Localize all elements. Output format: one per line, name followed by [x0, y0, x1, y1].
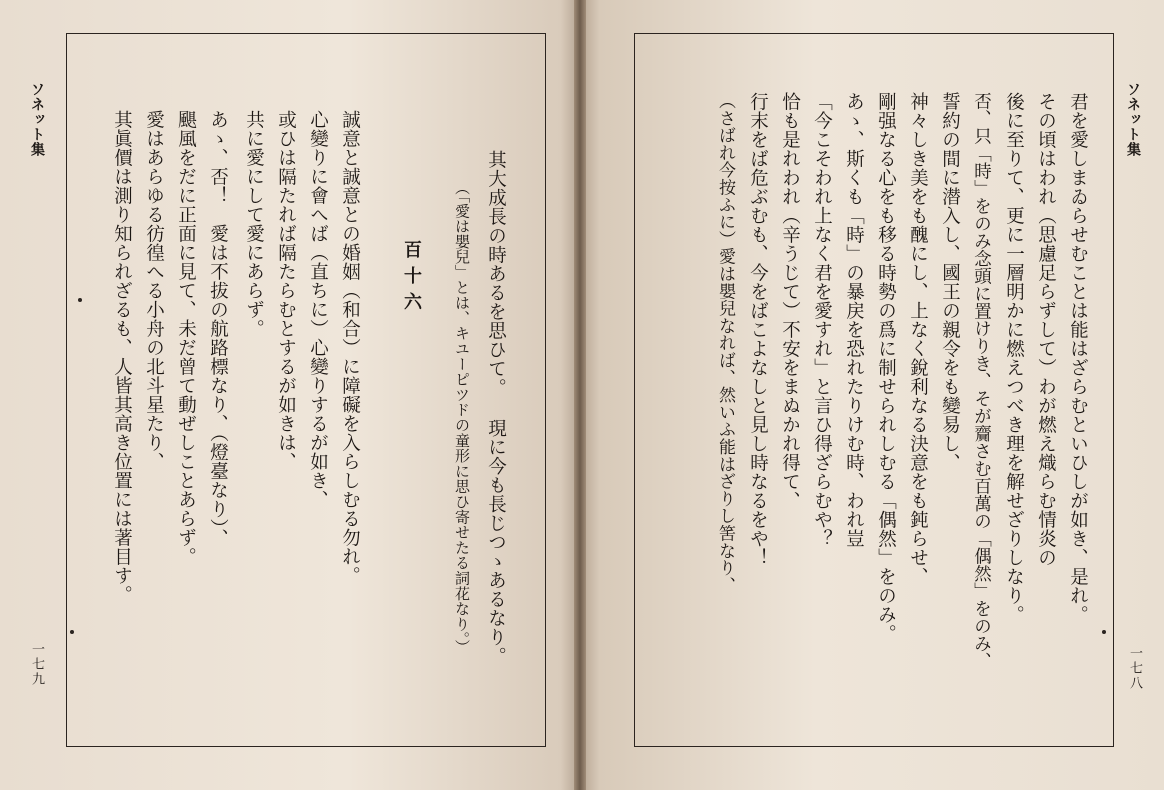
right-line-1: 君を愛しまゐらせむことは能はざらむといひしが如き、是れ。 — [1067, 92, 1089, 624]
right-line-10: 恰も是れわれ（辛うじて）不安をまぬかれ得て、 — [779, 92, 801, 510]
right-line-8: あゝ、斯くも「時」の暴戻を恐れたりけむ時、われ豈 — [843, 92, 865, 548]
sonnet-number-heading: 百十六 — [401, 240, 422, 318]
right-line-12: （さばれ今按ふに）愛は嬰兒なれば、然いふ能はざりし筈なり、 — [715, 92, 735, 594]
right-line-3: 後に至りて、更に一層明かに燃えつべき理を解せざりしなり。 — [1003, 92, 1025, 624]
right-line-7: 剛强なる心をも移る時勢の爲に制せられしむる「偶然」をのみ。 — [875, 92, 897, 643]
right-running-title: ソネット集 — [1125, 82, 1141, 157]
left-line-2: 心變りに會へば（直ちに）心變りするが如き、 — [307, 110, 329, 509]
left-line-1: 誠意と誠意との婚姻（和合）に障礙を入らしむる勿れ。 — [339, 110, 361, 585]
left-line-3: 或ひは隔たれば隔たらむとするが如きは、 — [275, 110, 297, 471]
left-line-5: あゝ、否！ 愛は不拔の航路標なり、（燈臺なり）、 — [207, 110, 229, 548]
right-line-11: 行末をば危ぶむも、今をばこよなしと見し時なるをや！ — [747, 92, 769, 567]
right-line-9: 「今こそわれ上なく君を愛すれ」と言ひ得ざらむや？ — [811, 92, 833, 548]
left-line-6: 颶風をだに正面に見て、未だ曾て動ぜしことあらず。 — [175, 110, 197, 566]
margin-mark — [70, 630, 74, 634]
left-folio: 一七九 — [29, 642, 44, 687]
left-running-title: ソネット集 — [29, 82, 45, 157]
right-line-5: 誓約の間に潜入し、國王の親令をも變易し、 — [939, 92, 961, 472]
margin-mark — [1102, 630, 1106, 634]
book-gutter — [574, 0, 586, 790]
left-line-4: 共に愛にして愛にあらず。 — [243, 110, 265, 338]
left-line-7: 愛はあらゆる彷徨へる小舟の北斗星たり、 — [143, 110, 165, 471]
right-folio: 一七八 — [1127, 646, 1142, 691]
right-line-4: 否、只「時」をのみ念頭に置けりき、そが齎さむ百萬の「偶然」をのみ、 — [971, 92, 992, 670]
left-prev-line-2: （「愛は嬰兒」とは、キユーピツドの童形に思ひ寄せたる詞花なり。） — [453, 180, 471, 655]
left-text-frame — [66, 33, 546, 747]
right-line-2: その頃はわれ（思慮足らずして）わが燃え熾らむ情炎の — [1035, 92, 1057, 567]
left-line-8: 其眞價は測り知られざるも、人皆其高き位置には著目す。 — [111, 110, 133, 604]
left-prev-line-1: 其大成長の時あるを思ひて。 現に今も長じつゝあるなり。 — [485, 150, 507, 666]
right-line-6: 神々しき美をも醜にし、上なく銳利なる決意をも鈍らせ、 — [907, 92, 929, 586]
margin-mark — [78, 298, 82, 302]
